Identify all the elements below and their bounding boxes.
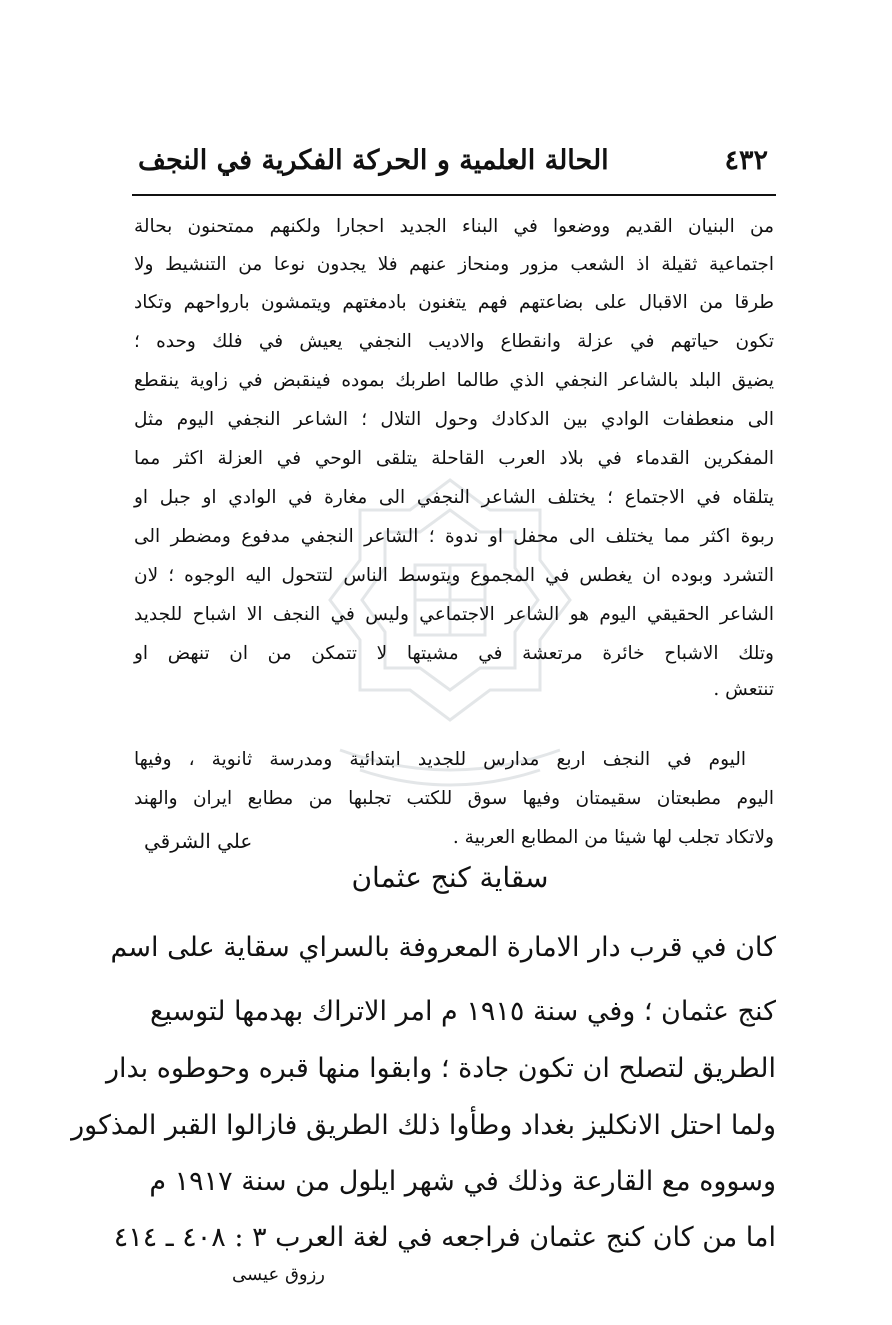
article-author: علي الشرقي	[144, 829, 253, 853]
body-line: الى منعطفات الوادي بين الدكادك وحول التلال ؛ الشاعر النجفي اليوم مثل	[134, 409, 774, 430]
page-number: ٤٣٢	[724, 144, 768, 176]
body-line: يضيق البلد بالشاعر النجفي الذي طالما اطربك بموده فينقبض في زاوية ينقطع	[134, 370, 774, 391]
reference-line: اما من كان كنج عثمان فراجعه في لغة العرب ٣ : ٤٠٨ ـ ٤١٤	[113, 1222, 776, 1253]
page-header	[138, 135, 768, 185]
section-title: سقاية كنج عثمان	[351, 861, 549, 894]
body-line: يتلقاه في الاجتماع ؛ يختلف الشاعر النجفي الى مغارة في الوادي او جبل او	[134, 487, 774, 508]
credit-signature: رزوق عيسى	[232, 1264, 325, 1285]
handwritten-line: كان في قرب دار الامارة المعروفة بالسراي سقاية على اسم	[110, 932, 776, 963]
body-line: طرقا من الاقبال على بضاعتهم فهم يتغنون بادمغتهم ويتمشون بارواحهم وتكاد	[134, 292, 774, 313]
body-line: تكون حياتهم في عزلة وانقطاع والاديب النجفي يعيش في فلك وحده ؛	[134, 331, 774, 352]
body-line: التشرد وبوده ان يغطس في المجموع ويتوسط الناس لتتحول اليه الوجوه ؛ لان	[134, 565, 774, 586]
body-line: اليوم في النجف اربع مدارس للجديد ابتدائية ومدرسة ثانوية ، وفيها	[134, 749, 746, 770]
header-rule	[132, 194, 776, 196]
body-line: اليوم مطبعتان سقيمتان وفيها سوق للكتب تجلبها من مطابع ايران والهند	[134, 788, 774, 809]
body-line: ربوة اكثر مما يختلف الى محفل او ندوة ؛ الشاعر النجفي مدفوع ومضطر الى	[134, 526, 774, 547]
handwritten-line: الطريق لتصلح ان تكون جادة ؛ وابقوا منها قبره وحوطوه بدار	[105, 1053, 776, 1084]
handwritten-line: كنج عثمان ؛ وفي سنة ١٩١٥ م امر الاتراك بهدمها لتوسيع	[150, 996, 776, 1027]
body-line: من البنيان القديم ووضعوا في البناء الجديد احجارا ولكنهم ممتحنون بحالة	[134, 216, 774, 237]
body-line: تنتعش .	[713, 679, 774, 700]
running-title: الحالة العلمية و الحركة الفكرية في النجف	[138, 144, 609, 176]
body-line: اجتماعية ثقيلة اذ الشعب مزور ومنحاز عنهم فلا يجدون نوعا من التنشيط ولا	[134, 254, 774, 275]
body-line: المفكرين القدماء في بلاد العرب القاحلة يتلقى الوحي في العزلة اكثر مما	[134, 448, 774, 469]
handwritten-line: ولما احتل الانكليز بغداد وطأوا ذلك الطريق فازالوا القبر المذكور	[71, 1110, 776, 1141]
handwritten-line: وسووه مع القارعة وذلك في شهر ايلول من سنة ١٩١٧ م	[149, 1166, 776, 1197]
body-line: وتلك الاشباح خائرة مرتعشة في مشيتها لا تتمكن من ان تنهض او	[134, 643, 774, 664]
body-line: الشاعر الحقيقي اليوم هو الشاعر الاجتماعي وليس في النجف الا اشباح للجديد	[134, 604, 774, 625]
body-line: ولاتكاد تجلب لها شيئا من المطابع العربية .	[452, 827, 774, 848]
